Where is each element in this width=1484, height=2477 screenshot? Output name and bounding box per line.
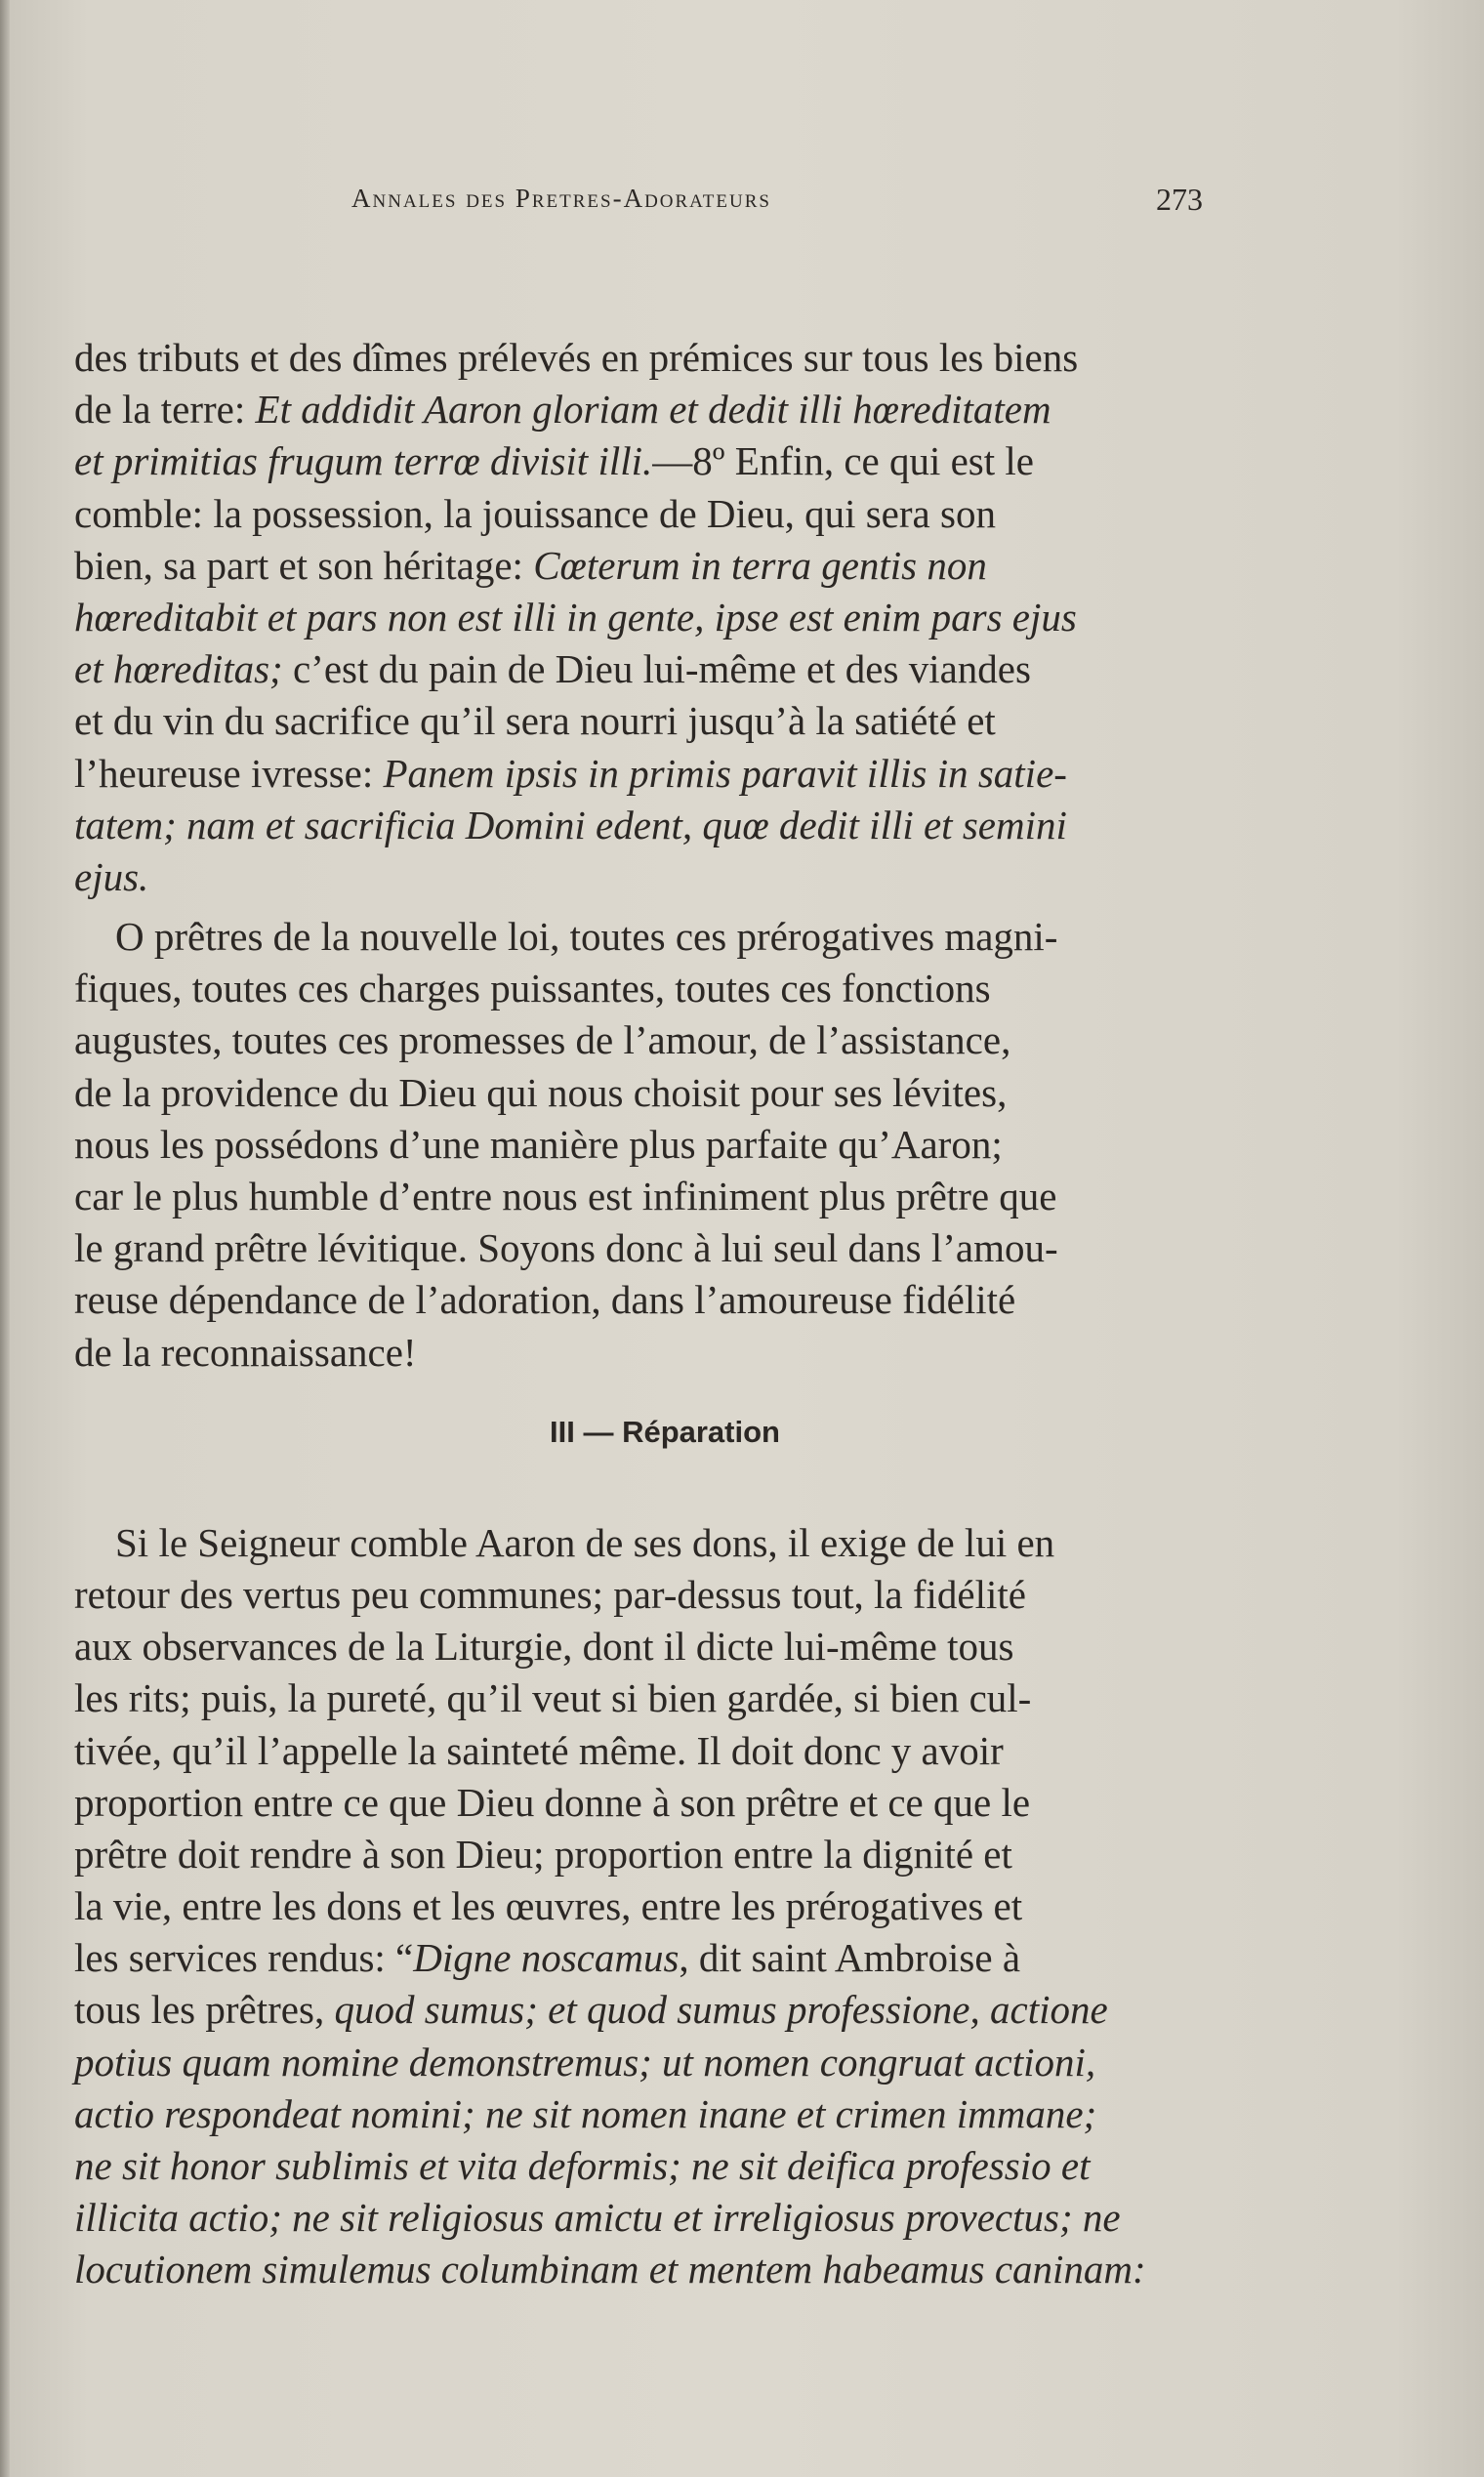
text-segment: augustes, toutes ces promesses de l’amour, de l’assistance, [74,1017,1011,1063]
latin-quotation: hœreditabit et pars non est illi in gente, ipse est enim pars ejus [74,594,1077,640]
latin-quotation: illicita actio; ne sit religiosus amictu et irreligiosus provectus; ne [74,2195,1121,2241]
text-segment: les rits; puis, la pureté, qu’il veut si bien gardée, si bien cul- [74,1675,1032,1721]
text-segment: fiques, toutes ces charges puissantes, toutes ces fonctions [74,966,991,1011]
text-segment: et du vin du sacrifice qu’il sera nourri jusqu’à la satiété et [74,698,996,744]
paragraphs-before-heading [74,332,1216,1379]
text-line [74,1725,1216,1777]
text-line [74,1984,1216,2036]
paragraph [74,911,1216,1379]
text-line [74,435,1216,487]
text-line [74,1119,1216,1171]
text-segment: de la terre: [74,387,256,433]
text-line [74,1621,1216,1672]
latin-quotation: et hœreditas; [74,646,283,692]
latin-quotation: Et addidit Aaron gloriam et dedit illi hœreditatem [255,387,1051,433]
text-segment: tous les prêtres, [74,1987,335,2033]
latin-quotation: ne sit honor sublimis et vita deformis; ne sit deifica professio et [74,2143,1091,2188]
text-segment: reuse dépendance de l’adoration, dans l’amoureuse fidélité [74,1277,1016,1323]
text-segment: Si le Seigneur comble Aaron de ses dons, il exige de lui en [115,1519,1055,1565]
text-segment: de la reconnaissance! [74,1329,417,1375]
book-spine-shadow [0,0,10,2477]
text-segment: la vie, entre les dons et les œuvres, entre les prérogatives et [74,1883,1023,1929]
text-segment: aux observances de la Liturgie, dont il dicte lui-même tous [74,1624,1014,1670]
text-line [74,1517,1216,1569]
text-segment: car le plus humble d’entre nous est infiniment plus prêtre que [74,1174,1057,1218]
text-line [74,1569,1216,1621]
text-line [74,1880,1216,1932]
paragraphs-after-heading [74,1517,1216,2296]
text-line [74,1932,1216,1984]
text-line [74,2140,1216,2192]
text-line [74,748,1216,800]
text-line [74,1067,1216,1119]
text-line [74,1777,1216,1829]
latin-quotation: Panem ipsis in primis paravit illis in satie- [383,750,1067,796]
text-segment: —8º Enfin, ce qui est le [652,438,1034,484]
text-segment: l’heureuse ivresse: [74,750,384,796]
text-line [74,384,1216,435]
text-line [74,2244,1216,2295]
text-segment: comble: la possession, la jouissance de Dieu, qui sera son [74,490,996,536]
latin-quotation: quod sumus; et quod sumus professione, actione [334,1987,1108,2033]
latin-quotation: actio respondeat nomini; ne sit nomen inane et crimen immane; [74,2090,1097,2136]
latin-quotation: Cœterum in terra gentis non [533,542,987,588]
text-line [74,1829,1216,1880]
text-line [74,332,1216,384]
text-segment: , dit saint Ambroise à [679,1935,1021,1981]
text-segment: proportion entre ce que Dieu donne à son prêtre et ce que le [74,1779,1031,1825]
section-heading: III — Réparation [550,1414,780,1449]
text-line [74,2037,1216,2088]
text-line [74,1672,1216,1724]
text-line [74,911,1216,963]
text-segment: bien, sa part et son héritage: [74,542,534,588]
latin-quotation: et primitias frugum terrœ divisit illi. [74,438,653,484]
text-segment: les services rendus: “ [74,1935,414,1981]
text-line [74,643,1216,695]
text-line [74,592,1216,643]
latin-quotation: potius quam nomine demonstremus; ut nomen congruat actioni, [74,2039,1096,2085]
text-line [74,1222,1216,1274]
text-line [74,2192,1216,2244]
text-line [74,800,1216,851]
text-segment: nous les possédons d’une manière plus parfaite qu’Aaron; [74,1121,1003,1167]
latin-quotation: locutionem simulemus columbinam et mentem habeamus caninam: [74,2247,1146,2292]
text-segment: tivée, qu’il l’appelle la sainteté même. Il doit donc y avoir [74,1727,1004,1773]
text-segment: le grand prêtre lévitique. Soyons donc à lui seul dans l’amou- [74,1225,1058,1271]
text-segment: c’est du pain de Dieu lui-même et des viandes [282,646,1031,692]
text-line [74,1327,1216,1379]
latin-quotation: tatem; nam et sacrificia Domini edent, quœ dedit illi et semini [74,802,1067,847]
body-text [74,332,1216,2296]
latin-quotation: ejus. [74,853,149,899]
page-number: 273 [1156,182,1203,217]
text-line [74,1274,1216,1326]
text-line [74,1014,1216,1066]
paragraph [74,1517,1216,2296]
latin-quotation: Digne noscamus [413,1935,680,1981]
text-segment: retour des vertus peu communes; par-dessus tout, la fidélité [74,1571,1026,1617]
text-segment: prêtre doit rendre à son Dieu; proportion entre la dignité et [74,1831,1012,1877]
text-segment: des tributs et des dîmes prélevés en prémices sur tous les biens [74,335,1079,380]
text-line [74,2088,1216,2140]
running-header-title: Annales des Pretres-Adorateurs [351,184,771,213]
text-line [74,851,1216,903]
text-line [74,695,1216,747]
paragraph [74,332,1216,903]
text-segment: O prêtres de la nouvelle loi, toutes ces prérogatives magni- [115,914,1058,960]
text-line [74,1171,1216,1222]
text-segment: de la providence du Dieu qui nous choisit pour ses lévites, [74,1069,1008,1115]
text-line [74,963,1216,1014]
text-line [74,488,1216,540]
text-line [74,540,1216,592]
